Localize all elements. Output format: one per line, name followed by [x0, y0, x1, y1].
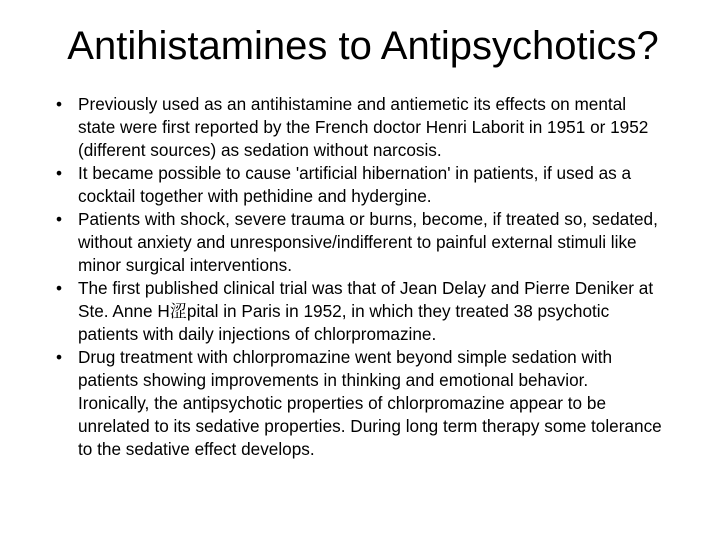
slide-title: Antihistamines to Antipsychotics?	[67, 24, 659, 68]
bullet-marker: •	[55, 347, 63, 367]
bullet-marker: •	[55, 163, 63, 183]
bullet-marker: •	[55, 94, 63, 114]
bullet-item	[52, 346, 662, 461]
bullet-item	[52, 93, 662, 162]
bullet-text: Patients with shock, severe trauma or burns, become, if treated so, sedated, without anxiety and unresponsive/indifferent to painful external stimuli like minor surgical interventions.	[78, 209, 658, 275]
bullet-marker: •	[55, 278, 63, 298]
bullet-item	[52, 277, 662, 346]
bullet-text: Previously used as an antihistamine and antiemetic its effects on mental state were first reported by the French doctor Henri Laborit in 1951 or 1952 (different sources) as sedation without narcosis.	[78, 94, 649, 160]
bullet-list	[52, 93, 662, 461]
bullet-text: It became possible to cause 'artificial hibernation' in patients, if used as a cocktail together with pethidine and hydergine.	[78, 163, 632, 206]
bullet-item	[52, 162, 662, 208]
bullet-text: Drug treatment with chlorpromazine went beyond simple sedation with patients showing improvements in thinking and emotional behavior. Ironically, the antipsychotic properties of chlorpromazine appear to be unrelated to its sedative properties. During long term therapy some tolerance to the sedative effect develops.	[78, 347, 662, 459]
bullet-item	[52, 208, 662, 277]
bullet-marker: •	[55, 209, 63, 229]
bullet-text: The first published clinical trial was that of Jean Delay and Pierre Deniker at Ste. Anne H涩pital in Paris in 1952, in which they treated 38 psychotic patients with daily injections of chlorpromazine.	[78, 278, 654, 344]
